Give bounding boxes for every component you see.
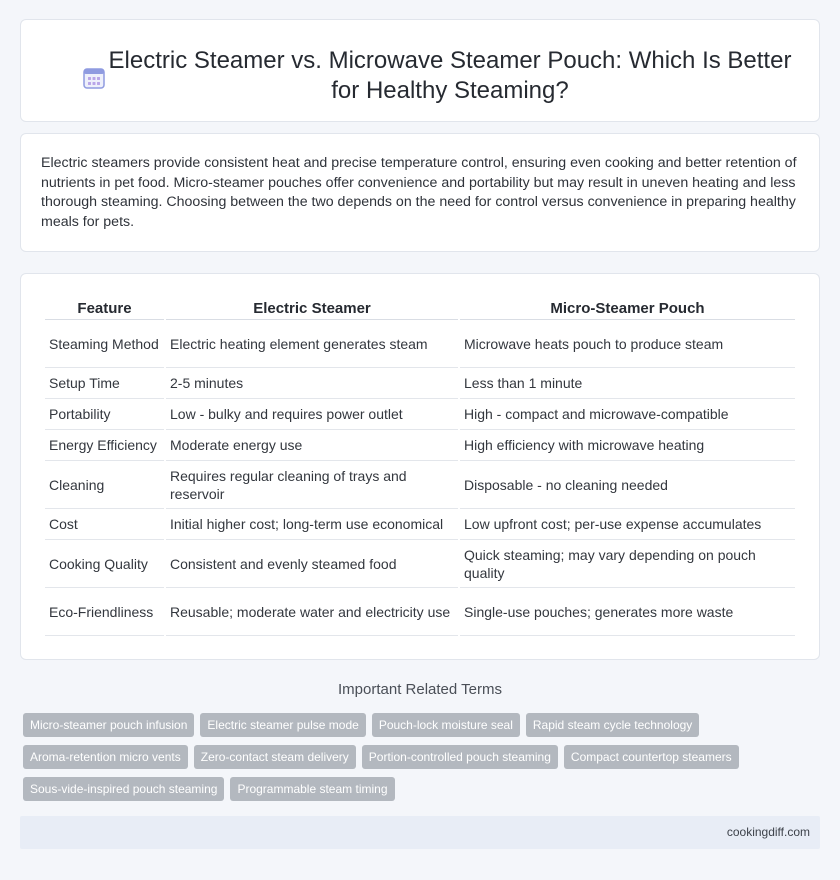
header-micro-steamer-pouch: Micro-Steamer Pouch (460, 294, 795, 320)
related-term-tag[interactable]: Aroma-retention micro vents (23, 745, 188, 769)
related-term-tag[interactable]: Electric steamer pulse mode (200, 713, 365, 737)
feature-cell: Energy Efficiency (45, 430, 164, 461)
header-feature: Feature (45, 294, 164, 320)
summary-paragraph: Electric steamers provide consistent heat and precise temperature control, ensuring even cooking and better retention of nutrients in pet food. Micro-steamer pouches offer convenience and portability but may result in uneven heating and less thorough steaming. Choosing between the two depends on the need for control versus convenience in preparing healthy meals for pets. (41, 155, 797, 230)
table-row (45, 540, 795, 588)
table-header-row (45, 294, 795, 320)
electric-cell: Reusable; moderate water and electricity use (166, 588, 458, 636)
related-term-tag[interactable]: Portion-controlled pouch steaming (362, 745, 558, 769)
electric-cell: Moderate energy use (166, 430, 458, 461)
table-row (45, 368, 795, 399)
feature-cell: Eco-Friendliness (45, 588, 164, 636)
feature-cell: Portability (45, 399, 164, 430)
related-term-tag[interactable]: Pouch-lock moisture seal (372, 713, 520, 737)
feature-cell: Cooking Quality (45, 540, 164, 588)
table-row (45, 461, 795, 509)
pouch-cell: Low upfront cost; per-use expense accumulates (460, 509, 795, 540)
footer (20, 816, 820, 849)
comparison-table (43, 294, 797, 636)
feature-cell: Cleaning (45, 461, 164, 509)
table-row (45, 399, 795, 430)
title-card (20, 19, 820, 122)
comparison-card (20, 273, 820, 660)
pouch-cell: High efficiency with microwave heating (460, 430, 795, 461)
table-row (45, 320, 795, 368)
header-electric-steamer: Electric Steamer (166, 294, 458, 320)
related-term-tag[interactable]: Compact countertop steamers (564, 745, 739, 769)
table-row (45, 430, 795, 461)
electric-cell: Low - bulky and requires power outlet (166, 399, 458, 430)
table-row (45, 509, 795, 540)
electric-cell: Consistent and evenly steamed food (166, 540, 458, 588)
pouch-cell: Quick steaming; may vary depending on pouch quality (460, 540, 795, 588)
feature-cell: Steaming Method (45, 320, 164, 368)
pouch-cell: Less than 1 minute (460, 368, 795, 399)
electric-cell: Requires regular cleaning of trays and reservoir (166, 461, 458, 509)
pouch-cell: Microwave heats pouch to produce steam (460, 320, 795, 368)
feature-cell: Setup Time (45, 368, 164, 399)
related-term-tag[interactable]: Micro-steamer pouch infusion (23, 713, 194, 737)
pouch-cell: High - compact and microwave-compatible (460, 399, 795, 430)
related-term-tag[interactable]: Rapid steam cycle technology (526, 713, 699, 737)
table-row (45, 588, 795, 636)
electric-cell: 2-5 minutes (166, 368, 458, 399)
summary-card (20, 133, 820, 252)
related-terms-list (23, 713, 803, 801)
electric-cell: Initial higher cost; long-term use economical (166, 509, 458, 540)
related-terms-heading: Important Related Terms (338, 681, 502, 698)
pouch-cell: Single-use pouches; generates more waste (460, 588, 795, 636)
pouch-cell: Disposable - no cleaning needed (460, 461, 795, 509)
page-title: Electric Steamer vs. Microwave Steamer Pouch: Which Is Better for Healthy Steaming? (108, 47, 792, 104)
related-term-tag[interactable]: Zero-contact steam delivery (194, 745, 356, 769)
related-term-tag[interactable]: Programmable steam timing (230, 777, 394, 801)
footer-site-link[interactable]: cookingdiff.com (726, 825, 810, 839)
electric-cell: Electric heating element generates steam (166, 320, 458, 368)
related-term-tag[interactable]: Sous-vide-inspired pouch steaming (23, 777, 224, 801)
feature-cell: Cost (45, 509, 164, 540)
